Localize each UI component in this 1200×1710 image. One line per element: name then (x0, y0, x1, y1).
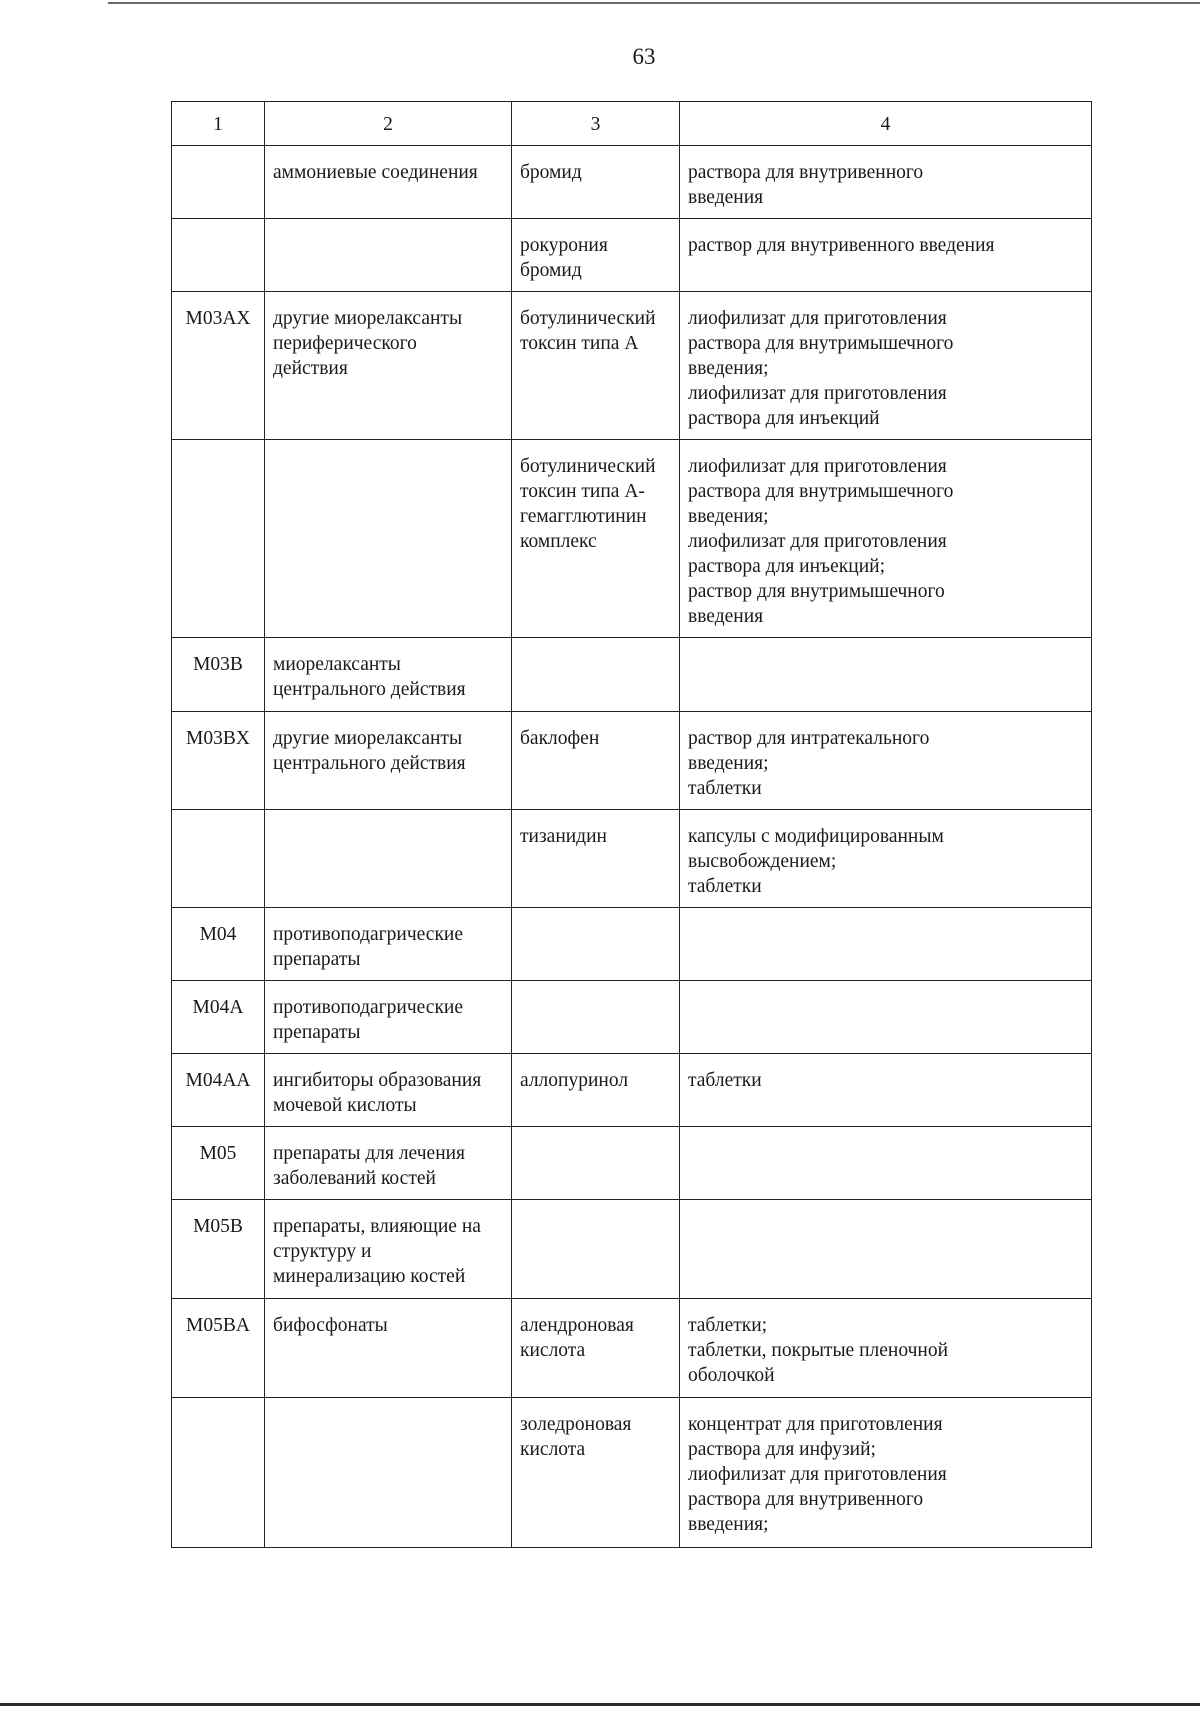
top-scan-edge (108, 2, 1200, 4)
group-cell (265, 810, 512, 908)
bottom-scan-edge (0, 1703, 1200, 1706)
header-col-1: 1 (172, 102, 265, 146)
atc-code-cell: M05BA (172, 1299, 265, 1398)
table-row (172, 440, 1092, 638)
substance-cell: алендроновая кислота (512, 1299, 680, 1398)
atc-code-cell (172, 1398, 265, 1548)
table-row (172, 638, 1092, 712)
atc-code-cell: M04AA (172, 1054, 265, 1127)
dosage-form-cell: лиофилизат для приготовления раствора для внутримышечного введения; лиофилизат для приготовления раствора для инъекций (680, 292, 1092, 440)
atc-code-cell (172, 810, 265, 908)
group-cell: противоподагрические препараты (265, 981, 512, 1054)
table-row (172, 1054, 1092, 1127)
table-row (172, 1299, 1092, 1398)
table-row (172, 810, 1092, 908)
table-row (172, 146, 1092, 219)
atc-code-cell: M04A (172, 981, 265, 1054)
substance-cell: тизанидин (512, 810, 680, 908)
group-cell: препараты для лечения заболеваний костей (265, 1127, 512, 1200)
atc-code-cell: M03AX (172, 292, 265, 440)
substance-cell (512, 981, 680, 1054)
header-col-3: 3 (512, 102, 680, 146)
substance-cell (512, 1127, 680, 1200)
dosage-form-cell (680, 981, 1092, 1054)
group-cell: аммониевые соединения (265, 146, 512, 219)
substance-cell: бромид (512, 146, 680, 219)
group-cell (265, 1398, 512, 1548)
dosage-form-cell: раствор для интратекального введения; таблетки (680, 712, 1092, 810)
dosage-form-cell: капсулы с модифицированным высвобождением; таблетки (680, 810, 1092, 908)
table-row (172, 219, 1092, 292)
substance-cell: золедроновая кислота (512, 1398, 680, 1548)
dosage-form-cell (680, 1127, 1092, 1200)
dosage-form-cell: таблетки; таблетки, покрытые пленочной оболочкой (680, 1299, 1092, 1398)
dosage-form-cell: лиофилизат для приготовления раствора для внутримышечного введения; лиофилизат для приготовления раствора для инъекций; раствор для внутримышечного введения (680, 440, 1092, 638)
header-col-2: 2 (265, 102, 512, 146)
substance-cell (512, 1200, 680, 1299)
group-cell: другие миорелаксанты центрального действия (265, 712, 512, 810)
group-cell (265, 219, 512, 292)
page-number: 63 (632, 44, 656, 69)
dosage-form-cell: раствора для внутривенного введения (680, 146, 1092, 219)
group-cell: бифосфонаты (265, 1299, 512, 1398)
substance-cell: ботулинический токсин типа А (512, 292, 680, 440)
group-cell: ингибиторы образования мочевой кислоты (265, 1054, 512, 1127)
group-cell: противоподагрические препараты (265, 908, 512, 981)
substance-cell: баклофен (512, 712, 680, 810)
atc-code-cell: M03B (172, 638, 265, 712)
group-cell: другие миорелаксанты периферического действия (265, 292, 512, 440)
header-col-4: 4 (680, 102, 1092, 146)
dosage-form-cell (680, 908, 1092, 981)
table-row (172, 712, 1092, 810)
group-cell: препараты, влияющие на структуру и минерализацию костей (265, 1200, 512, 1299)
table-row (172, 908, 1092, 981)
table-row (172, 1127, 1092, 1200)
atc-code-cell: M04 (172, 908, 265, 981)
table-row (172, 981, 1092, 1054)
substance-cell (512, 908, 680, 981)
group-cell: миорелаксанты центрального действия (265, 638, 512, 712)
dosage-form-cell: концентрат для приготовления раствора для инфузий; лиофилизат для приготовления раствора для внутривенного введения; (680, 1398, 1092, 1548)
atc-code-cell: M05 (172, 1127, 265, 1200)
atc-code-cell (172, 146, 265, 219)
substance-cell: аллопуринол (512, 1054, 680, 1127)
dosage-form-cell (680, 1200, 1092, 1299)
dosage-form-cell: раствор для внутривенного введения (680, 219, 1092, 292)
atc-code-cell (172, 440, 265, 638)
table-row (172, 1200, 1092, 1299)
atc-code-cell (172, 219, 265, 292)
group-cell (265, 440, 512, 638)
table-row (172, 292, 1092, 440)
atc-code-cell: M03BX (172, 712, 265, 810)
table-row (172, 1398, 1092, 1548)
table-header-row (172, 102, 1092, 146)
substance-cell: ботулинический токсин типа А- гемагглютинин комплекс (512, 440, 680, 638)
dosage-form-cell: таблетки (680, 1054, 1092, 1127)
substance-cell (512, 638, 680, 712)
substance-cell: рокурония бромид (512, 219, 680, 292)
drug-classification-table (171, 101, 1092, 1548)
dosage-form-cell (680, 638, 1092, 712)
atc-code-cell: M05B (172, 1200, 265, 1299)
